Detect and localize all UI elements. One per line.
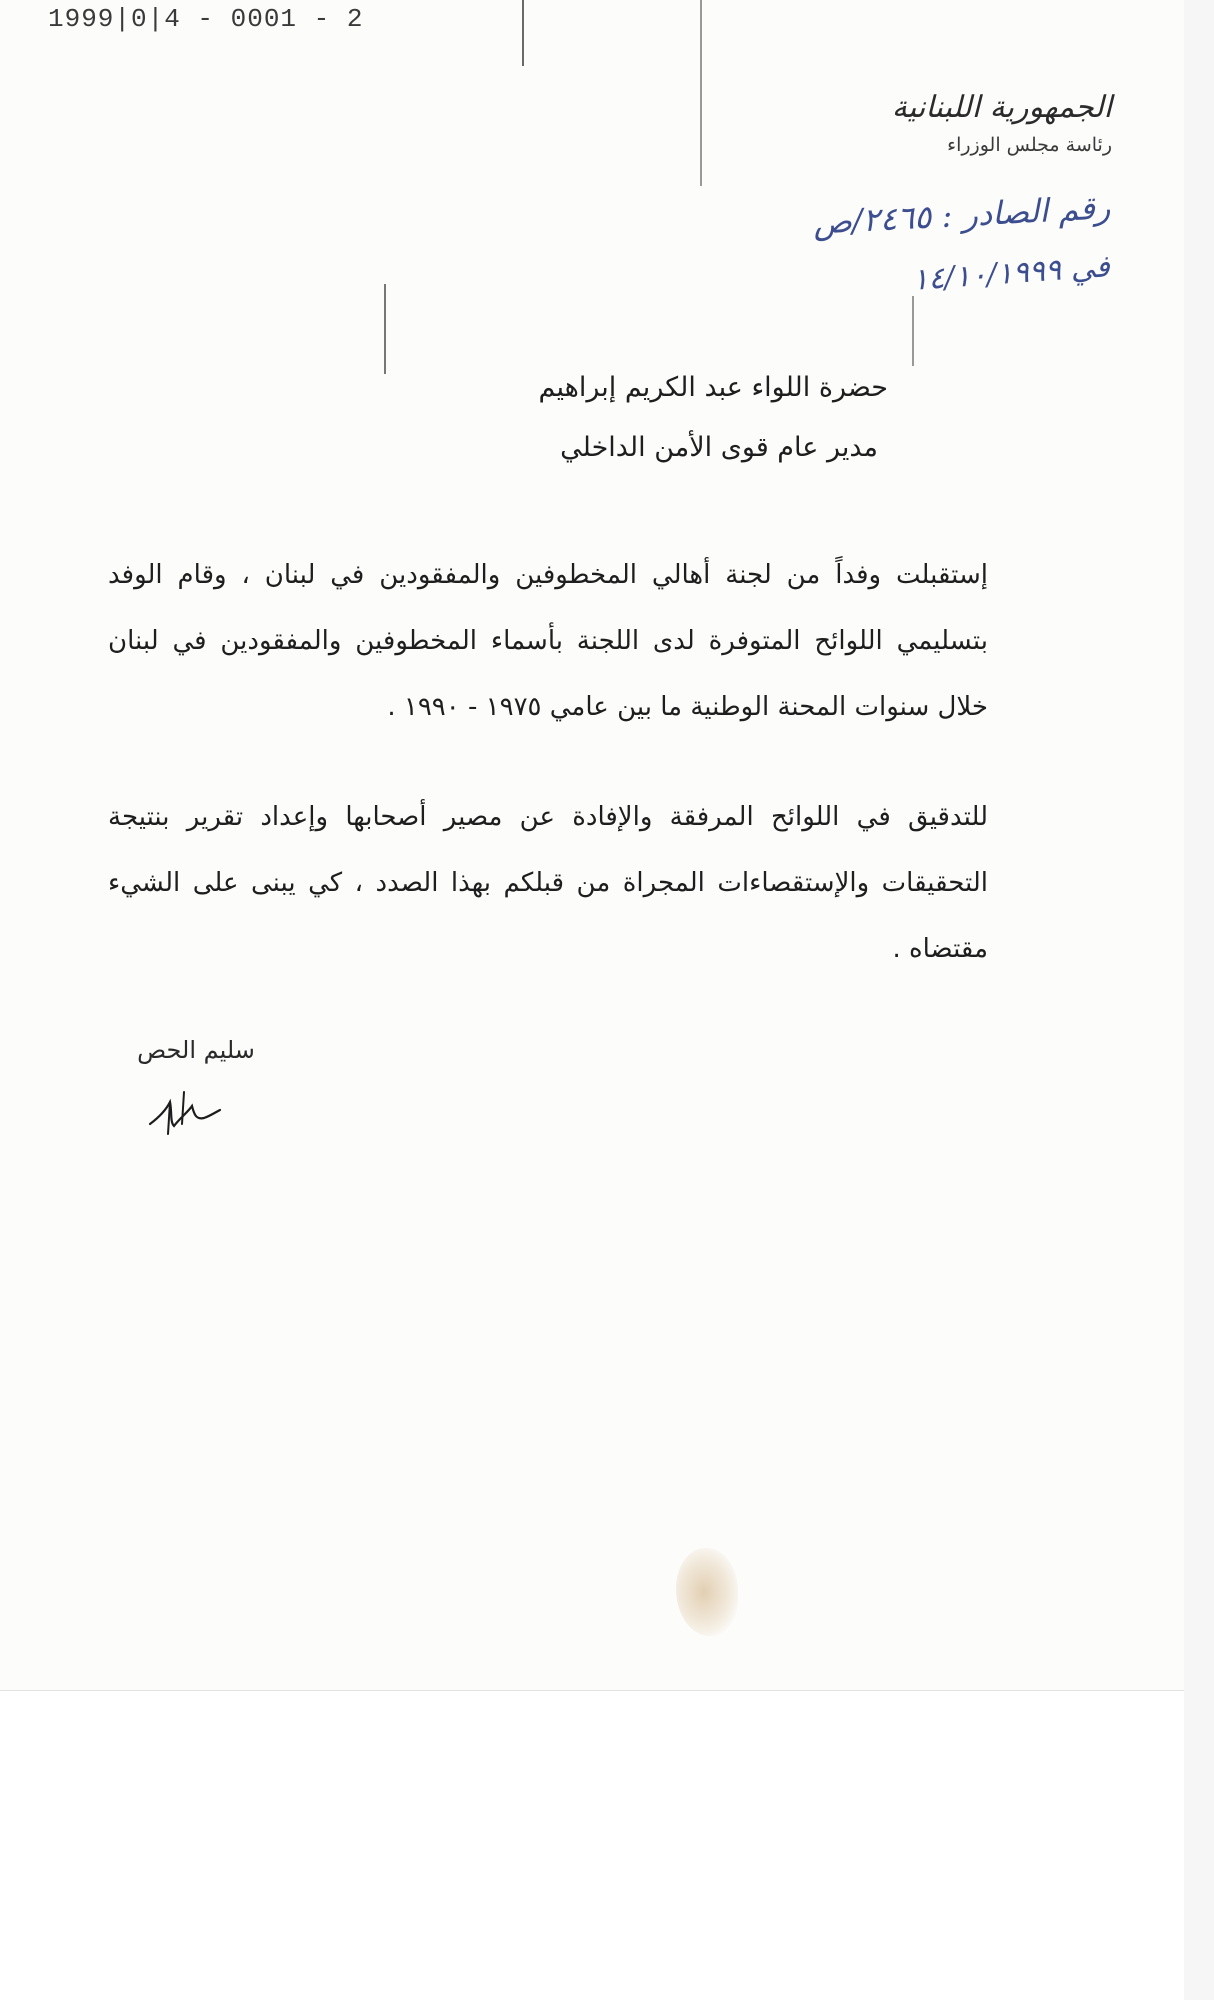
body-paragraph-1: [108, 542, 988, 740]
handwritten-signature: [144, 1088, 224, 1140]
letterhead-office: رئاسة مجلس الوزراء: [947, 134, 1112, 156]
addressee-name: حضرة اللواء عبد الكريم إبراهيم: [538, 372, 888, 403]
body-paragraph-2: [108, 784, 988, 982]
fold-mark-upper: [700, 0, 702, 186]
letterhead: [812, 86, 1112, 160]
scan-margin: [1184, 0, 1214, 2000]
fold-mark-top: [522, 0, 524, 66]
paper-stain: [676, 1548, 738, 1636]
handwritten-reference: رقم الصادر : ٢٤٦٥/ص: [811, 188, 1111, 242]
handwritten-date: في ١٤/١٠/١٩٩٩: [911, 249, 1111, 298]
paragraph-1-text: إستقبلت وفداً من لجنة أهالي المخطوفين والمفقودين في لبنان ، وقام الوفد بتسليمي اللوائح المتوفرة لدى اللجنة بأسماء المخطوفين والمفقودين في لبنان خلال سنوات المحنة الوطنية ما بين عامي ١٩٧٥ - ١٩٩٠ .: [108, 560, 988, 722]
archive-reference-number: 1999|0|4 - 0001 - 2: [48, 4, 364, 34]
fold-mark-lower: [384, 284, 386, 374]
paragraph-2-text: للتدقيق في اللوائح المرفقة والإفادة عن مصير أصحابها وإعداد تقرير بنتيجة التحقيقات والإستقصاءات المجراة من قبلكم بهذا الصدد ، كي يبنى على الشيء مقتضاه .: [108, 802, 988, 964]
letterhead-republic: الجمهورية اللبنانية: [891, 90, 1112, 125]
addressee-title: مدير عام قوى الأمن الداخلي: [560, 432, 878, 463]
signatory-name: سليم الحص: [137, 1036, 255, 1064]
fold-mark-middle: [912, 296, 914, 366]
